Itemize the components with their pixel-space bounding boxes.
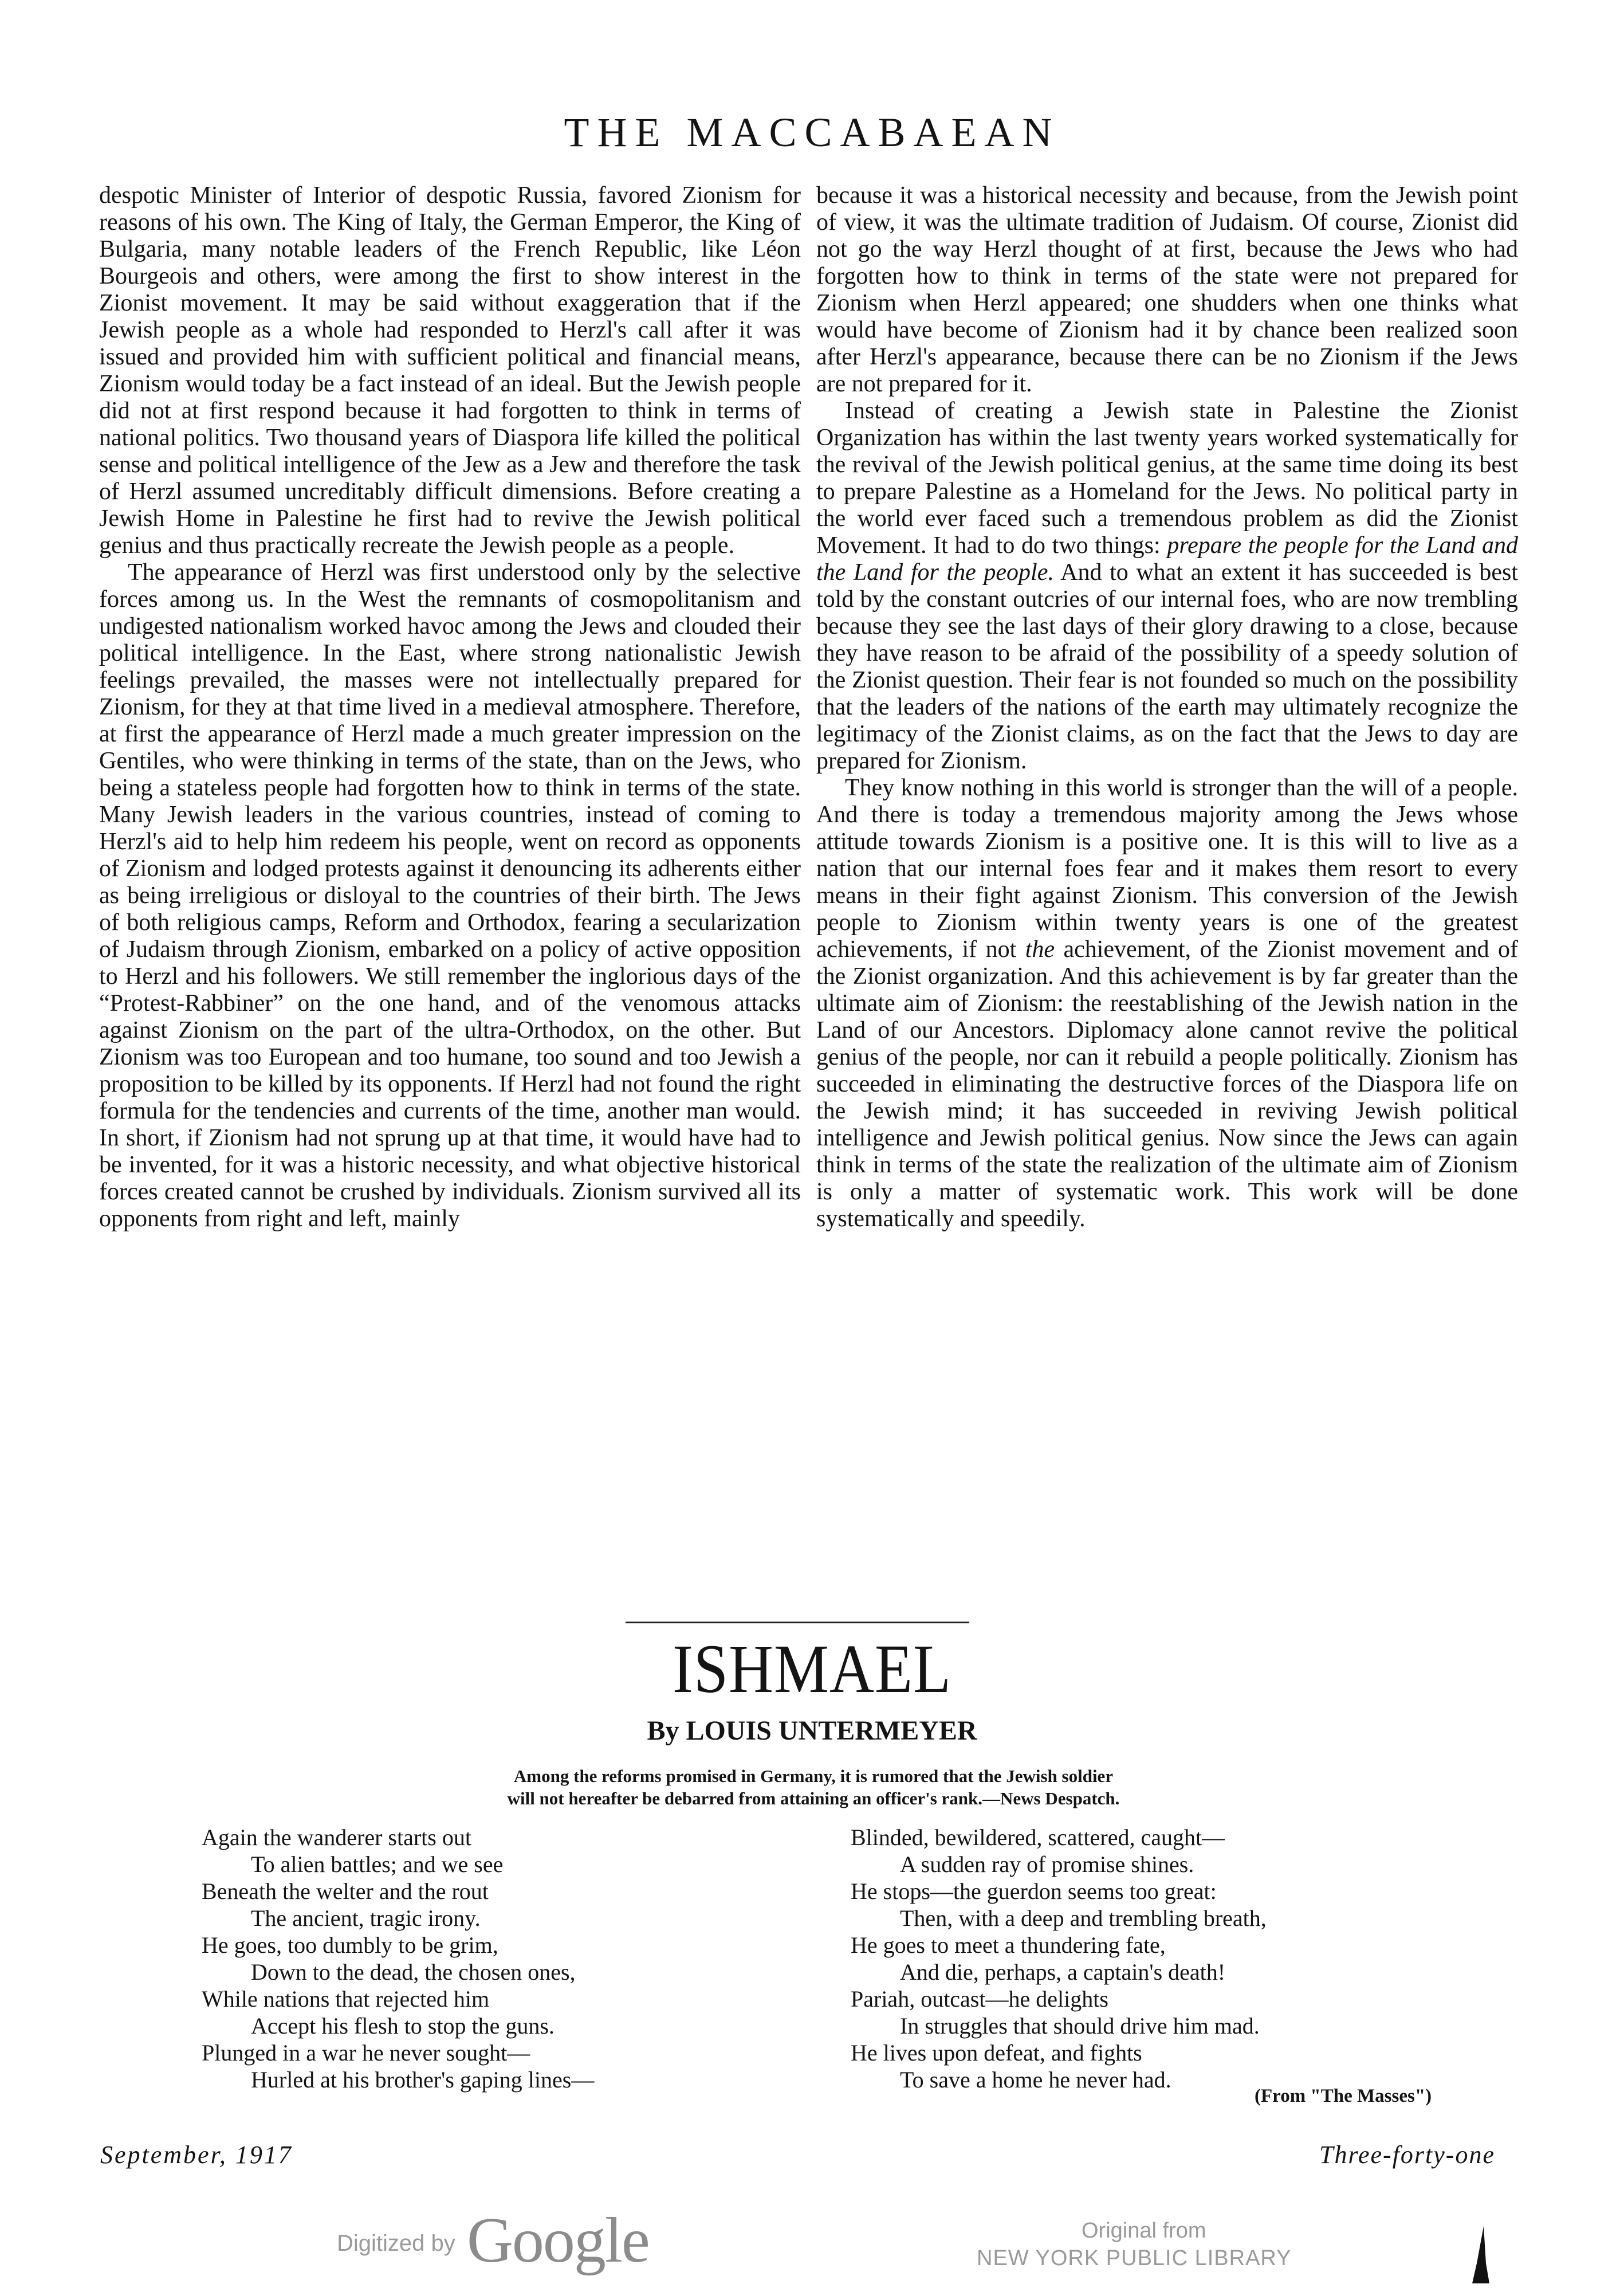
poem-line: Again the wanderer starts out xyxy=(202,1824,471,1850)
paragraph-text: achievement, of the Zionist movement and of the Zionist organization. And this achievement is by far greater than the ultimate aim of Zionism: the reestablishing of the Jewish nation in the Land of our Ancestors. Diplomacy alone cannot revive the political genius of the people, nor can it rebuild a people politically. Zionism has succeeded in eliminating the destructive forces of the Diaspora life on the Jewish mind; it has succeeded in reviving Jewish political intelligence and Jewish political genius. Now since the Jews can again think in terms of the state the realization of the ultimate aim of Zionism is only a matter of systematic work. This work will be done systematically and speedily. xyxy=(816,936,1519,1232)
poem-line: To save a home he never had. xyxy=(900,2067,1171,2093)
library-name: NEW YORK PUBLIC LIBRARY xyxy=(977,2246,1292,2270)
digitized-by-label: Digitized by xyxy=(337,2231,455,2256)
poem-byline: By LOUIS UNTERMEYER xyxy=(647,1716,977,1746)
poem-epigraph xyxy=(349,1765,1277,1810)
poem-line: Plunged in a war he never sought— xyxy=(202,2040,530,2066)
page-header-title: THE MACCABAEAN xyxy=(564,109,1060,155)
section-divider xyxy=(626,1622,969,1623)
paragraph-text: And to what an extent it has succeeded is best told by the constant outcries of our internal foes, who are now trembling because they see the last days of their glory drawing to a close, because they have reason to be afraid of the possibility of a speedy solution of the Zionist question. Their fear is not founded so much on the possibility that the leaders of the nations of the earth may ultimately recognize the legitimacy of the Zionist claims, as on the fact that the Jews to day are prepared for Zionism. xyxy=(816,559,1518,774)
poem-line: Accept his flesh to stop the guns. xyxy=(251,2013,555,2039)
paragraph-text: Instead of creating a Jewish state in Palestine the Zionist Organization has within the last twenty years worked systematically for the revival of the Jewish political genius, at the same time doing its best to prepare Palestine as a Homeland for the Jews. No political party in the world ever faced such a tremendous problem as did the Zionist Movement. It had to do two things: xyxy=(816,398,1518,559)
poem-line: Down to the dead, the chosen ones, xyxy=(251,1959,576,1985)
poem-line: A sudden ray of promise shines. xyxy=(900,1851,1194,1877)
poem-line: Then, with a deep and trembling breath, xyxy=(900,1905,1267,1931)
poem-line: He stops—the guerdon seems too great: xyxy=(851,1878,1217,1904)
poem-line: Beneath the welter and the rout xyxy=(202,1878,489,1904)
emphasis-text: the xyxy=(1025,936,1055,963)
article-paragraph xyxy=(816,775,1518,1233)
google-logo: Google xyxy=(467,2205,649,2276)
poem-line: Blinded, bewildered, scattered, caught— xyxy=(851,1824,1225,1850)
poem-stanza-right xyxy=(851,1824,1481,2093)
poem-line: He goes to meet a thundering fate, xyxy=(851,1932,1166,1958)
issue-date: September, 1917 xyxy=(100,2141,293,2169)
poem-line: The ancient, tragic irony. xyxy=(251,1905,481,1931)
poem-line: He lives upon defeat, and fights xyxy=(851,2040,1142,2066)
poem-stanza-left xyxy=(202,1824,832,2093)
poem-line: While nations that rejected him xyxy=(202,1986,490,2012)
article-column-left xyxy=(99,182,801,1233)
poem-line: To alien battles; and we see xyxy=(251,1851,504,1877)
poem-line: In struggles that should drive him mad. xyxy=(900,2013,1260,2039)
emphasis-text: prepare the people for the Land and the Land for the people. xyxy=(816,532,1518,586)
article-column-right xyxy=(816,182,1518,1233)
epigraph-line: will not hereafter be debarred from attaining an officer's rank.—News Despatch. xyxy=(507,1788,1120,1808)
article-paragraph: despotic Minister of Interior of despotic Russia, favored Zionism for reasons of his own. The King of Italy, the German Emperor, the King of Bulgaria, many notable leaders of the French Republic, like Léon Bourgeois and others, were among the first to show interest in the Zionist movement. It may be said without exaggeration that if the Jewish people as a whole had responded to Herzl's call after it was issued and provided him with sufficient political and financial means, Zionism would today be a fact instead of an ideal. But the Jewish people did not at first respond because it had forgotten to think in terms of national politics. Two thousand years of Diaspora life killed the political sense and political intelligence of the Jew as a Jew and therefore the task of Herzl assumed uncreditably difficult dimensions. Before creating a Jewish Home in Palestine he first had to revive the Jewish political genius and thus practically recreate the Jewish people as a people. xyxy=(99,182,801,559)
poem-line: And die, perhaps, a captain's death! xyxy=(900,1959,1226,1985)
poem-line: He goes, too dumbly to be grim, xyxy=(202,1932,498,1958)
page-number: Three-forty-one xyxy=(1319,2141,1495,2169)
paragraph-text: They know nothing in this world is stronger than the will of a people. And there is today a tremendous majority among the Jews whose attitude towards Zionism is a positive one. It is this will to live as a nation that our internal foes fear and it makes them resort to every means in their fight against Zionism. This conversion of the Jewish people to Zionism within twenty years is one of the greatest achievements, if not xyxy=(816,775,1518,963)
article-paragraph: The appearance of Herzl was first understood only by the selective forces among us. In the West the remnants of cosmopolitanism and undigested nationalism worked havoc among the Jews and clouded their political intelligence. In the East, where strong nationalistic Jewish feelings prevailed, the masses were not intellectually prepared for Zionism, for they at that time lived in a medieval atmosphere. Therefore, at first the appearance of Herzl made a much greater impression on the Gentiles, who were thinking in terms of the state, than on the Jews, who being a stateless people had forgotten how to think in terms of the state. Many Jewish leaders in the various countries, instead of coming to Herzl's aid to help him redeem his people, went on record as opponents of Zionism and lodged protests against it denouncing its adherents either as being irreligious or disloyal to the countries of their birth. The Jews of both religious camps, Reform and Orthodox, fearing a secularization of Judaism through Zionism, embarked on a policy of active opposition to Herzl and his followers. We still remember the inglorious days of the “Protest-Rabbiner” on the one hand, and of the venomous attacks against Zionism on the part of the ultra-Orthodox, on the other. But Zionism was too European and too humane, too sound and too Jewish a proposition to be killed by its opponents. If Herzl had not found the right formula for the tendencies and currents of the time, another man would. In short, if Zionism had not sprung up at that time, it would have had to be invented, for it was a historic necessity, and what objective historical forces created cannot be crushed by individuals. Zionism survived all its opponents from right and left, mainly xyxy=(99,559,801,1232)
poem-title: ISHMAEL xyxy=(673,1631,951,1708)
epigraph-line: Among the reforms promised in Germany, it is rumored that the Jewish soldier xyxy=(513,1766,1114,1786)
original-from-label: Original from xyxy=(1082,2219,1206,2243)
article-paragraph xyxy=(816,398,1518,775)
poem-line: Hurled at his brother's gaping lines— xyxy=(251,2067,595,2093)
article-paragraph: because it was a historical necessity and because, from the Jewish point of view, it was the ultimate tradition of Judaism. Of course, Zionist did not go the way Herzl thought of at first, because the Jews who had forgotten how to think in terms of the state were not prepared for Zionism when Herzl appeared; one shudders when one thinks what would have become of Zionism had it by chance been realized soon after Herzl's appearance, because there can be no Zionism if the Jews are not prepared for it. xyxy=(816,182,1518,397)
poem-line: Pariah, outcast—he delights xyxy=(851,1986,1108,2012)
scan-artifact-icon xyxy=(1466,2223,1495,2286)
poem-source: (From "The Masses") xyxy=(1255,2086,1432,2106)
